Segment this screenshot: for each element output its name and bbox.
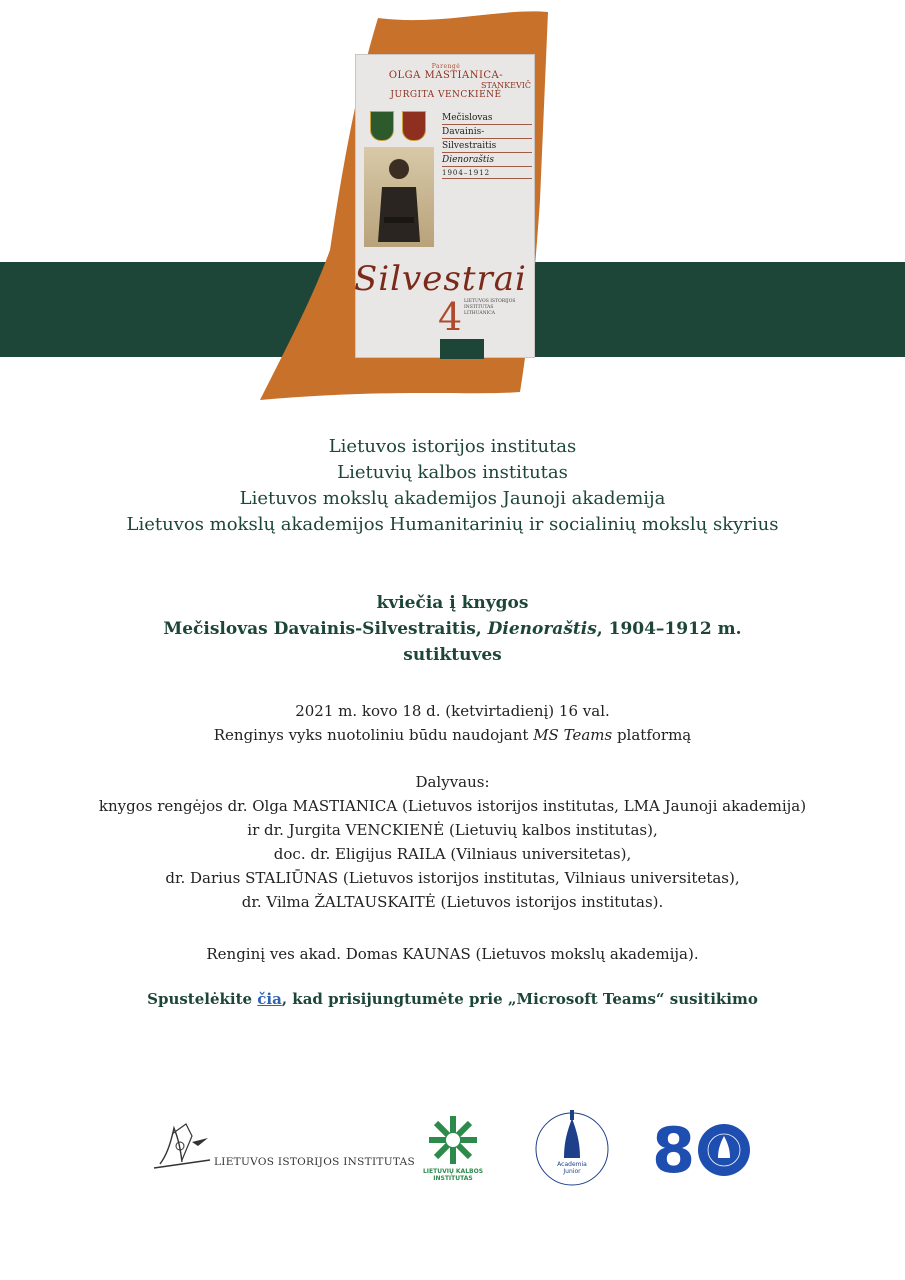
lii-logo [152,1116,415,1176]
book-cover-graphic [0,0,905,410]
cover-author-2: JURGITA VENCKIENĖ [390,90,502,100]
cover-prepared-by: Parengė [431,63,461,70]
cover-title-line: Mečislovas [442,113,532,125]
crest-icon [402,111,426,141]
institution-list [0,434,905,538]
academia-junior-seal-icon [530,1106,614,1192]
participant-line: doc. dr. Eligijus RAILA (Vilniaus universitetas), [273,845,632,863]
svg-text:8: 8 [652,1116,696,1176]
cover-title-line: Davainis- [442,127,532,139]
participant-line: ir dr. Jurgita VENCKIENĖ (Lietuvių kalbos institutas), [247,821,658,839]
participant-line: knygos rengėjos dr. Olga MASTIANICA (Lietuvos istorijos institutas, LMA Jaunoji akademija) [98,797,807,815]
portrait-photo [364,147,434,247]
cover-publisher: LIETUVOS ISTORIJOS INSTITUTAS LITHUANICA [464,299,516,316]
participants [0,770,905,914]
svg-text:Junior: Junior [563,1168,581,1175]
teams-link-line: Spustelėkite čia, kad prisijungtumėte prie „Microsoft Teams“ susitikimo [147,990,758,1008]
moderator: Renginį ves akad. Domas KAUNAS (Lietuvos mokslų akademija). [206,945,699,963]
lma-80-logo [652,1116,752,1176]
cover-title-line: Dienoraštis [442,155,532,167]
publisher-logo-square [440,339,484,359]
event-date: 2021 m. kovo 18 d. (ketvirtadienį) 16 val. [295,702,610,720]
cover-author-1: OLGA MASTIANICA- [388,70,504,81]
lii-emblem-icon [152,1116,214,1176]
participants-heading: Dalyvaus: [415,773,490,791]
institution: Lietuvos mokslų akademijos Humanitarinių ir socialinių mokslų skyrius [126,514,779,535]
institution: Lietuvos mokslų akademijos Jaunoji akademija [239,488,666,509]
lki-logo [412,1112,494,1190]
publisher-logo-icon: 4 [438,295,463,339]
cover-title-line: 1904–1912 [442,169,532,179]
cover-author-1b: STANKEVIČ [480,81,531,90]
cover-signature: Silvestrai [354,259,527,299]
svg-text:Academia: Academia [557,1161,587,1168]
lma-80-emblem-icon [652,1116,752,1176]
book-cover [355,54,535,358]
logos-row [0,1100,905,1200]
invite-line-1: kviečia į knygos [376,593,529,613]
participant-line: dr. Vilma ŽALTAUSKAITĖ (Lietuvos istorijos institutas). [241,893,664,911]
institution: Lietuvos istorijos institutas [328,436,577,457]
cover-title-line: Silvestraitis [442,141,532,153]
lki-logo-text: LIETUVIŲ KALBOS INSTITUTAS [422,1168,484,1182]
jaunoji-akademija-logo [530,1106,614,1192]
lki-snowflake-icon [412,1112,494,1172]
crest-icon [370,111,394,141]
teams-join-link[interactable]: čia [257,990,282,1008]
institution: Lietuvių kalbos institutas [337,462,568,483]
participant-line: dr. Darius STALIŪNAS (Lietuvos istorijos institutas, Vilniaus universitetas), [165,869,740,887]
event-details [0,699,905,747]
invitation [0,590,905,668]
invite-line-3: sutiktuves [403,645,502,665]
lii-logo-text: LIETUVOS ISTORIJOS INSTITUTAS [214,1156,415,1168]
event-platform: Renginys vyks nuotoliniu būdu naudojant MS Teams platformą [213,726,692,744]
invite-book-title: Mečislovas Davainis-Silvestraitis, Dienoraštis, 1904–1912 m. [163,619,742,639]
